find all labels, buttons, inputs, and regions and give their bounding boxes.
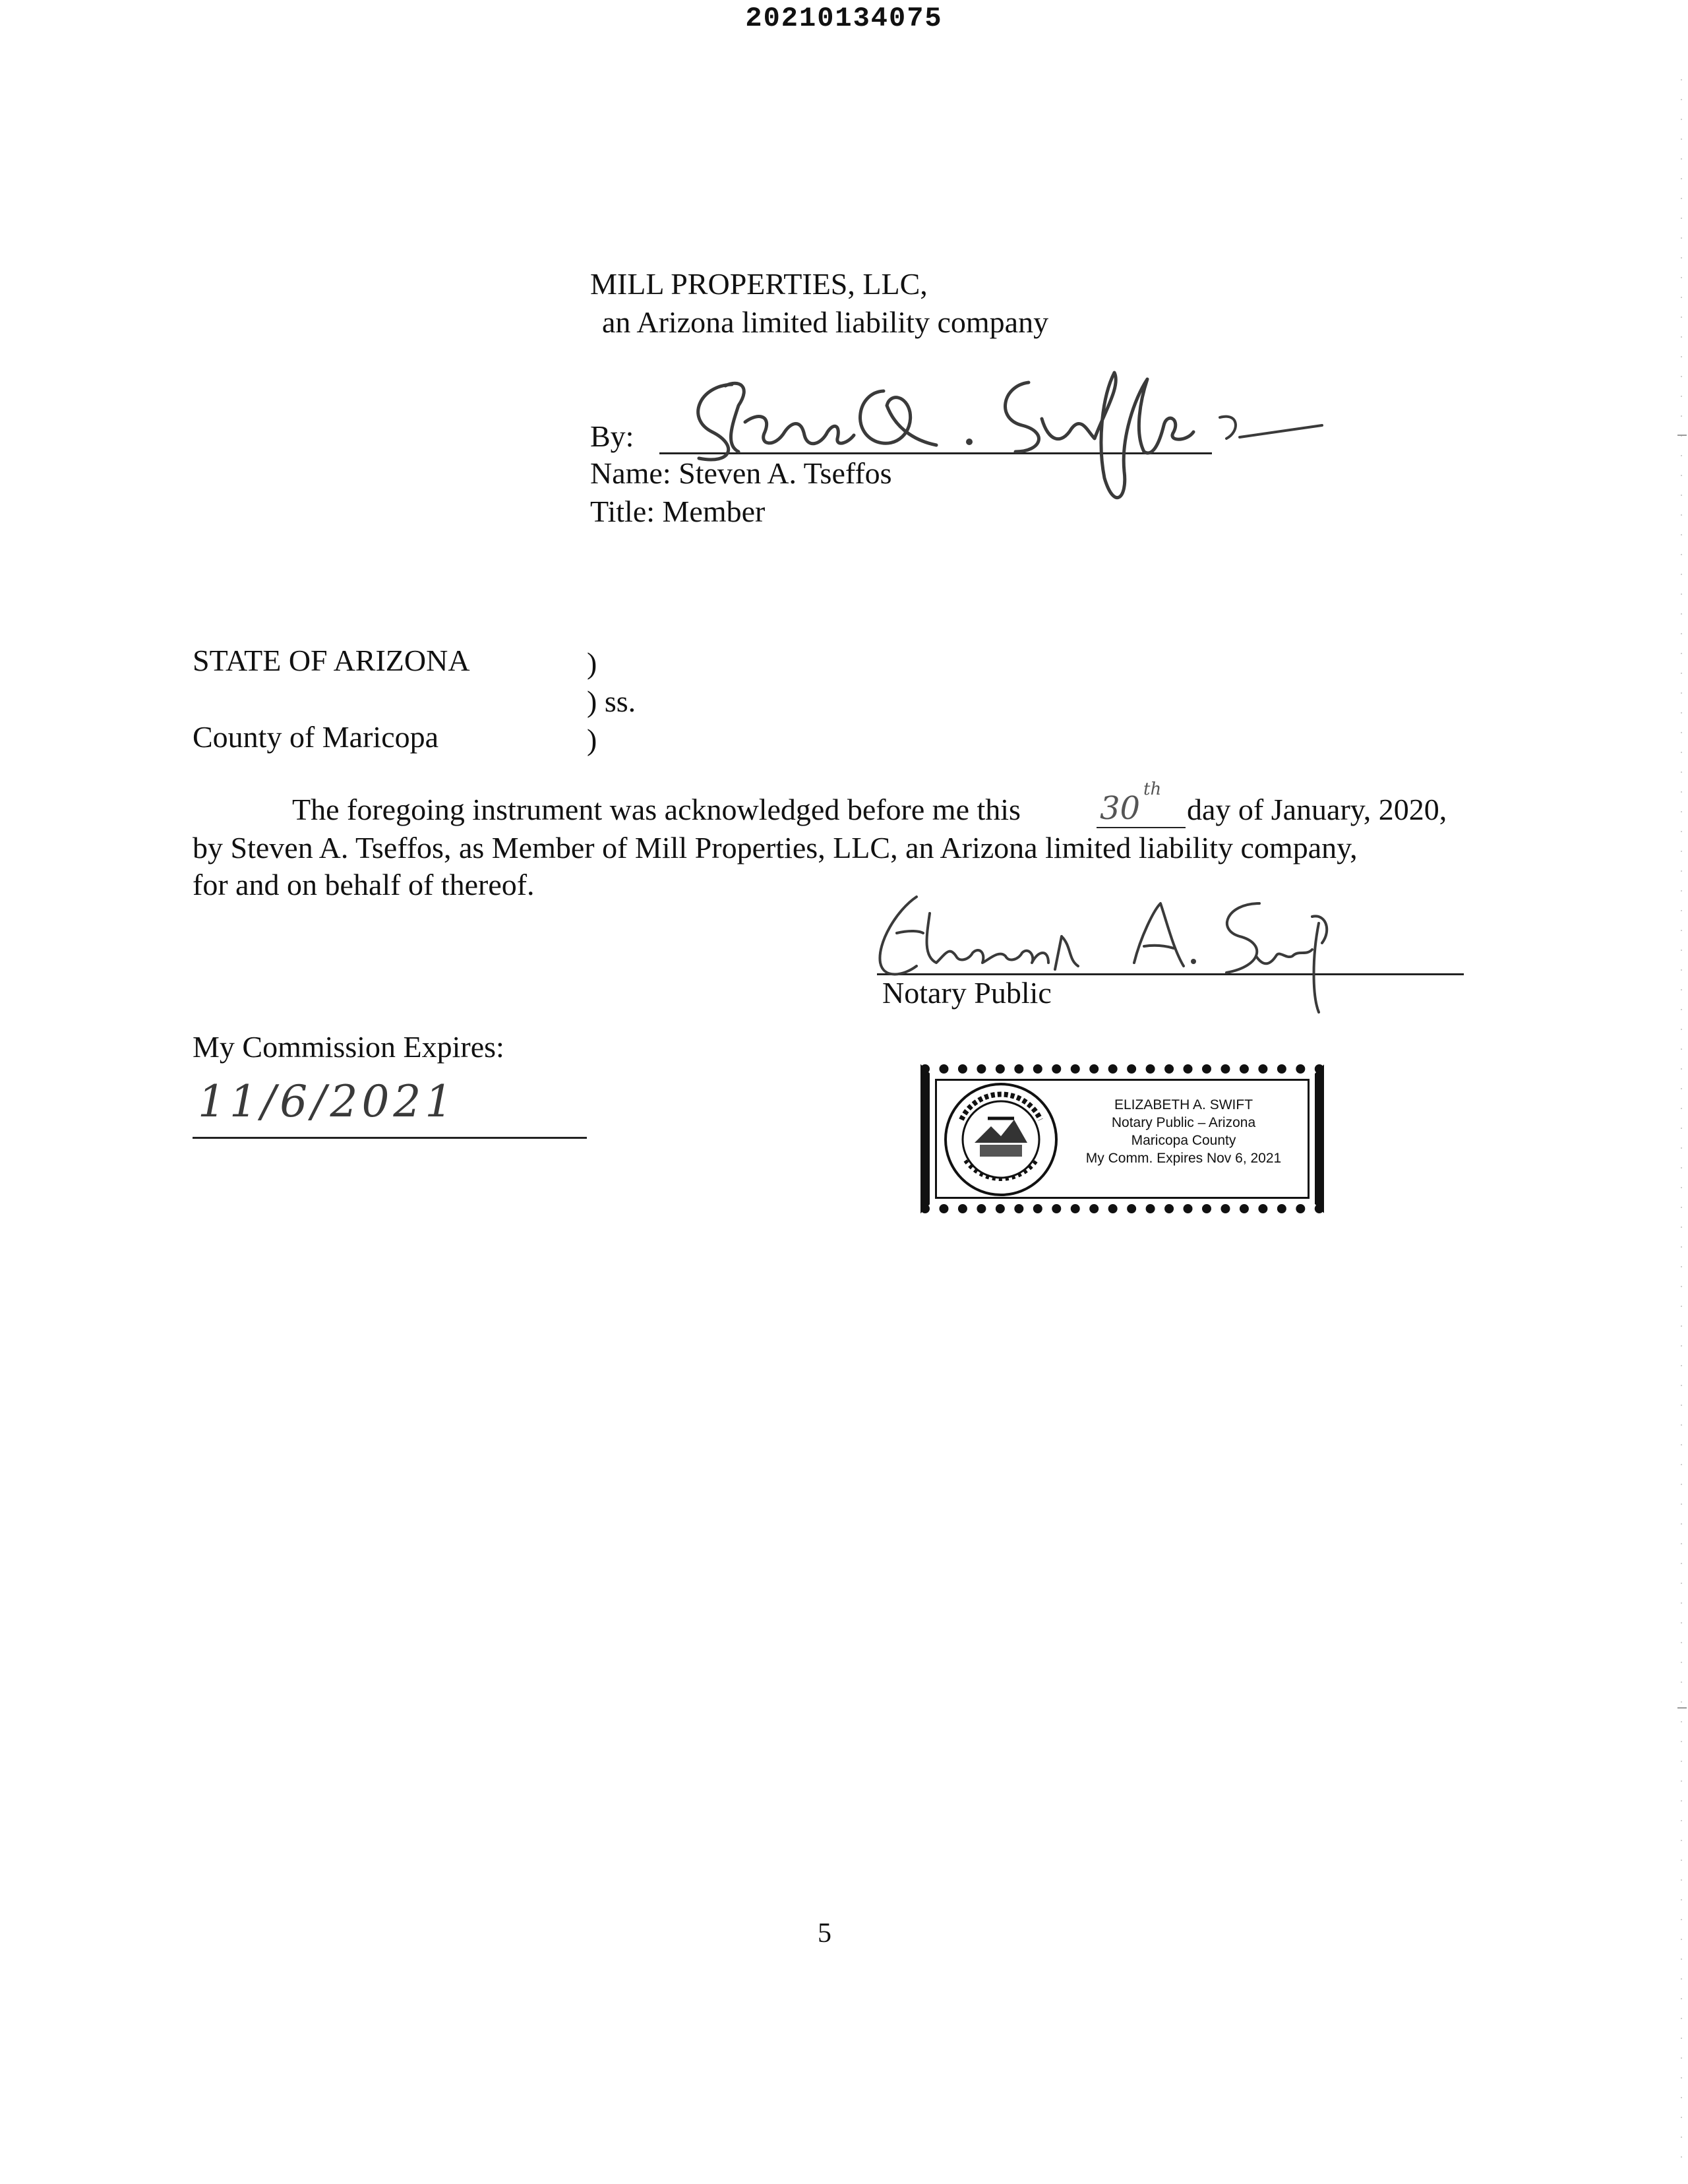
commission-expires-label: My Commission Expires: bbox=[193, 1030, 504, 1064]
stamp-county: Maricopa County bbox=[1131, 1133, 1236, 1148]
notary-stamp bbox=[920, 1064, 1324, 1213]
commission-date-line bbox=[193, 1137, 587, 1139]
venue-county: County of Maricopa bbox=[193, 720, 439, 754]
day-blank-line bbox=[1097, 827, 1186, 828]
handwritten-day-suffix: th bbox=[1143, 779, 1162, 799]
venue-state: STATE OF ARIZONA bbox=[193, 644, 470, 677]
company-name: MILL PROPERTIES, LLC, bbox=[590, 267, 928, 301]
by-label: By: bbox=[590, 419, 634, 453]
stamp-notary-title: Notary Public – Arizona bbox=[1111, 1115, 1256, 1130]
commission-date-handwritten: 11/6/2021 bbox=[198, 1076, 457, 1127]
scan-edge-marks bbox=[1672, 0, 1688, 2184]
company-description: an Arizona limited liability company bbox=[602, 305, 1049, 339]
signer-title: Title: Member bbox=[590, 495, 766, 528]
stamp-notary-name: ELIZABETH A. SWIFT bbox=[1114, 1097, 1253, 1112]
ack-line-1-start: The foregoing instrument was acknowledged before me this bbox=[292, 793, 1021, 826]
venue-paren-3: ) bbox=[587, 723, 597, 756]
venue-paren-ss: ) ss. bbox=[587, 684, 636, 718]
venue-paren-1: ) bbox=[587, 646, 597, 680]
tseffos-signature bbox=[659, 359, 1332, 518]
handwritten-day: 30 bbox=[1100, 790, 1141, 827]
ack-line-2: by Steven A. Tseffos, as Member of Mill Properties, LLC, an Arizona limited liability company, bbox=[193, 831, 1358, 864]
ack-line-1-end: day of January, 2020, bbox=[1187, 793, 1447, 826]
page-number: 5 bbox=[818, 1918, 831, 1949]
signer-name: Name: Steven A. Tseffos bbox=[590, 456, 892, 490]
arizona-state-seal-icon bbox=[942, 1080, 1060, 1199]
stamp-expiry: My Comm. Expires Nov 6, 2021 bbox=[1085, 1151, 1282, 1166]
recording-number: 20210134075 bbox=[745, 3, 943, 34]
ack-line-3: for and on behalf of thereof. bbox=[193, 868, 535, 901]
notary-public-label: Notary Public bbox=[882, 976, 1052, 1010]
